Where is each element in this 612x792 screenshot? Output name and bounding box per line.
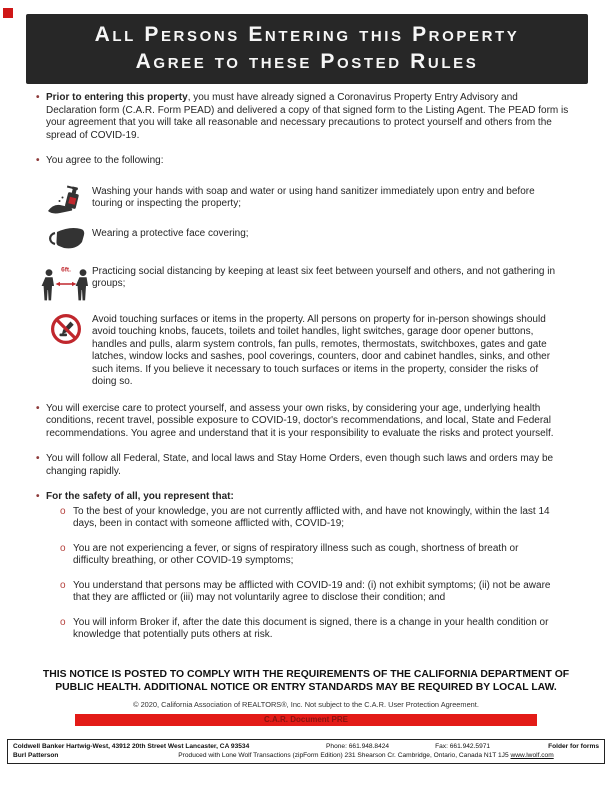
office-info: Coldwell Banker Hartwig-West, 43912 20th Street West Lancaster, CA 93534 xyxy=(13,743,250,750)
sub-bullet-marker: o xyxy=(60,579,66,591)
compliance-notice: THIS NOTICE IS POSTED TO COMPLY WITH THE REQUIREMENTS OF THE CALIFORNIA DEPARTMENT OF PUBLIC HEALTH. ADDITIONAL NOTICE OR ENTRY STANDARDS MAY BE REQUIRED BY LOCAL LAW. xyxy=(42,668,570,693)
produced-with-label: Produced with Lone Wolf Transactions (zipForm Edition) 231 Shearson Cr. Cambridge, Ontario, Canada N1T 1J5 xyxy=(178,752,509,759)
corner-mark xyxy=(3,8,13,18)
page-title-banner xyxy=(26,14,588,84)
rule-item-text: Avoid touching surfaces or items in the property. All persons on property for in-person showings should avoid touching knobs, faucets, toilets and toilet handles, light switches, garage door opener buttons, handles and pulls, alarm system controls, fan pulls, remotes, thermostats, switchboxes, gates and gate latches, window locks and sashes, pool coverings, counters, door and cabinet handles, sinks, and other such items. If you believe it necessary to touch surfaces or items in the property, consider the risks of doing so. xyxy=(92,313,551,387)
bullet-marker: • xyxy=(36,92,40,103)
bullet-text xyxy=(46,92,570,142)
copyright-line: © 2020, California Association of REALTORS®, Inc. Not subject to the C.A.R. User Protection Agreement. xyxy=(133,699,479,709)
safety-sub-text: To the best of your knowledge, you are not currently afflicted with, and have not knowingly, within the last 14 days, been in contact with someone afflicted with, COVID-19; xyxy=(73,505,550,529)
bullet-text: You will follow all Federal, State, and local laws and Stay Home Orders, even though such laws and orders may be changing rapidly. xyxy=(46,453,554,477)
rule-item-avoid-touching xyxy=(40,312,582,389)
no-touch-icon xyxy=(40,312,92,346)
hand-sanitizer-icon xyxy=(40,184,92,218)
safety-sub-item-inform-broker xyxy=(60,617,552,642)
agent-name: Burl Patterson xyxy=(13,752,59,759)
page-title-line-2: Agree to these Posted Rules xyxy=(135,50,479,73)
rule-item-wash-hands xyxy=(40,184,582,218)
car-document-bar xyxy=(75,714,537,726)
zipform-footer xyxy=(7,739,605,764)
safety-sub-text: You will inform Broker if, after the date this document is signed, there is a change in your health condition or knowledge that potentially puts others at risk. xyxy=(73,616,549,640)
page-title-line-1: All Persons Entering this Property xyxy=(94,23,520,46)
face-mask-icon xyxy=(40,226,92,252)
produced-with-text xyxy=(133,751,599,760)
bullet-marker: • xyxy=(36,453,40,464)
rule-item-text: Washing your hands with soap and water or using hand sanitizer immediately upon entry and before touring or inspecting the property; xyxy=(92,185,535,209)
website-link[interactable]: www.lwolf.com xyxy=(510,752,554,759)
folder-for-forms-label: Folder for forms xyxy=(548,743,599,750)
rule-bullet-exercise-care xyxy=(36,403,570,441)
sub-bullet-marker: o xyxy=(60,505,66,517)
rule-item-text: Practicing social distancing by keeping at least six feet between yourself and others, and not gathering in groups; xyxy=(92,265,556,289)
safety-block xyxy=(46,491,570,654)
car-document-label: C.A.R. Document PRE xyxy=(263,715,348,724)
rule-bullet-follow-laws xyxy=(36,453,570,478)
bullet-bold-lead: Prior to entering this property xyxy=(46,92,188,103)
safety-sub-text: You are not experiencing a fever, or signs of respiratory illness such as cough, shortness of breath or difficulty breathing, or other COVID-19 symptoms; xyxy=(73,542,519,566)
safety-sub-text: You understand that persons may be afflicted with COVID-19 and: (i) not exhibit symptoms; (ii) not be aware that they are afflicted or (iii) may not voluntarily agree to disclose their condition; and xyxy=(73,579,551,603)
bullet-rest: , you must have already signed a Coronavirus Property Entry Advisory and Declaration form (C.A.R. Form PEAD) and delivered a copy of that signed form to the Listing Agent. The PEAD form is your agreement that you will take all reasonable and necessary precautions to protect yourself and others from the spread of COVID-19. xyxy=(46,92,569,141)
bullet-marker: • xyxy=(36,155,40,166)
bullet-text: You will exercise care to protect yourself, and assess your own risks, by considering your age, underlying health conditions, recent travel, possible exposure to COVID-19, doctor's recommendations, and local, State and Federal recommendations. You agree and understand that it is your responsibility to evaluate the risks and protect yourself. xyxy=(46,402,554,439)
safety-sub-item-understanding xyxy=(60,580,552,605)
phone-number: Phone: 661.948.8424 xyxy=(326,743,390,750)
footer-row-office xyxy=(13,742,599,751)
sub-bullet-marker: o xyxy=(60,616,66,628)
rule-bullet-prior xyxy=(36,92,570,142)
social-distancing-icon xyxy=(40,264,92,304)
rule-bullet-agree xyxy=(36,155,570,168)
rule-item-face-covering xyxy=(40,226,582,252)
rule-item-social-distancing xyxy=(40,264,582,304)
icon-rule-list xyxy=(40,184,582,389)
footer-row-agent xyxy=(13,751,599,760)
safety-sub-list xyxy=(60,506,570,642)
safety-heading: For the safety of all, you represent that: xyxy=(46,491,234,502)
fax-number: Fax: 661.942.5971 xyxy=(435,743,491,750)
bullet-text: You agree to the following: xyxy=(46,155,164,166)
bullet-marker: • xyxy=(36,402,40,414)
safety-sub-item-symptoms xyxy=(60,543,552,568)
sub-bullet-marker: o xyxy=(60,542,66,554)
rule-bullet-safety xyxy=(36,491,570,654)
safety-sub-item-knowledge xyxy=(60,506,552,531)
rule-item-text: Wearing a protective face covering; xyxy=(92,227,249,239)
bullet-marker: • xyxy=(36,491,40,502)
six-feet-label: 6ft. xyxy=(61,266,71,273)
